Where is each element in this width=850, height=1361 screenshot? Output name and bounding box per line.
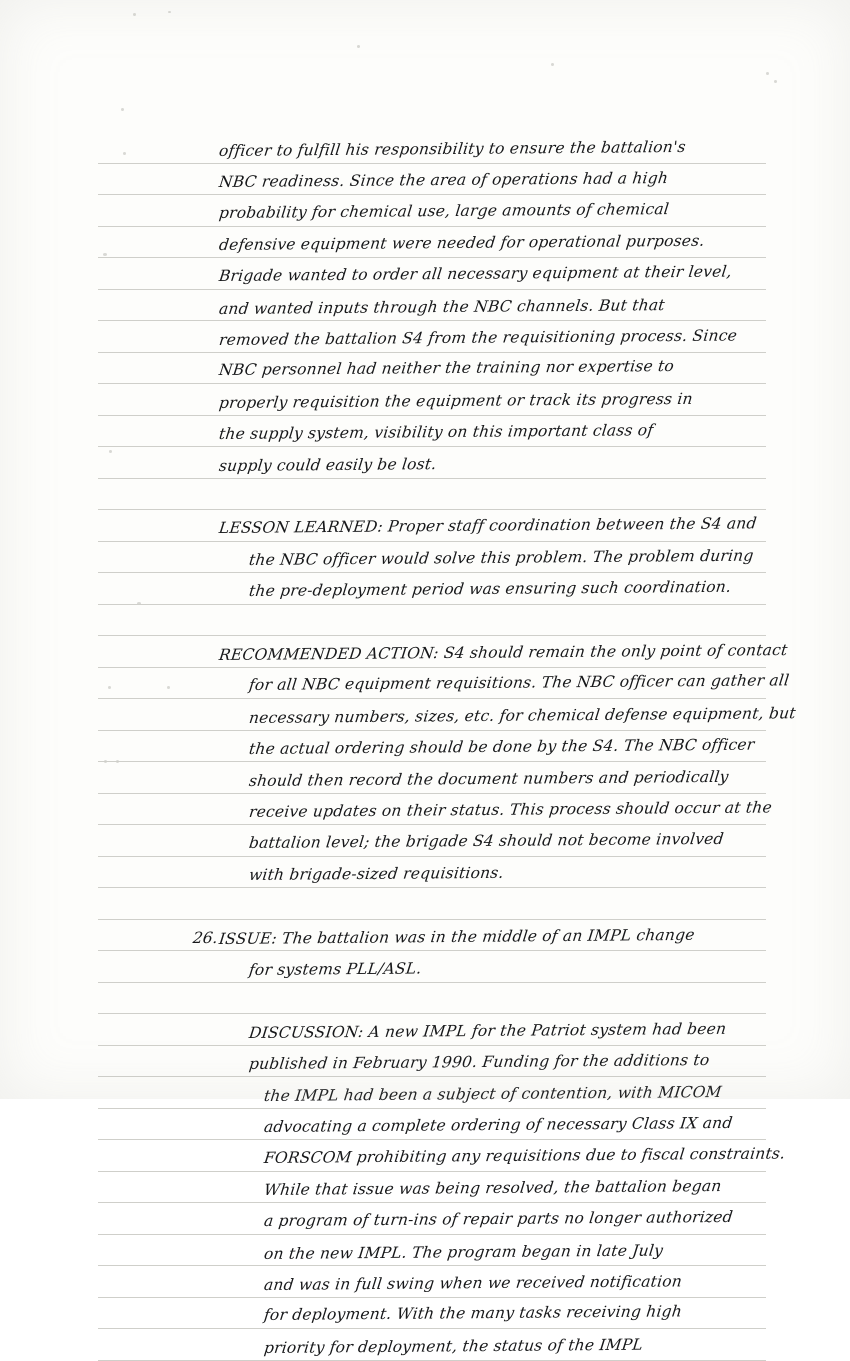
handwritten-line — [98, 668, 791, 700]
handwritten-line — [98, 1298, 766, 1330]
handwritten-line — [98, 1014, 766, 1046]
handwritten-line — [98, 762, 766, 794]
handwritten-line — [98, 920, 766, 952]
handwritten-line — [98, 258, 766, 290]
line-text: supply could easily be lost. — [218, 455, 438, 476]
ruled-line-blank — [98, 605, 766, 637]
line-text: the IMPL had been a subject of contention, with MICOM — [263, 1083, 723, 1106]
scan-speckle — [168, 11, 171, 13]
handwritten-line — [98, 542, 766, 574]
line-text: FORSCOM prohibiting any requisitions due to fiscal constraints. — [263, 1144, 787, 1167]
handwritten-line — [98, 510, 766, 542]
line-text: published in February 1990. Funding for the additions to — [248, 1050, 711, 1073]
handwritten-line — [98, 1266, 766, 1298]
scan-speckle — [357, 45, 360, 48]
line-text: DISCUSSION: A new IMPL for the Patriot system had been — [248, 1019, 728, 1042]
line-text: necessary numbers, sizes, etc. for chemical defense equipment, but — [248, 704, 797, 727]
scan-speckle — [766, 72, 769, 75]
handwritten-line — [98, 1046, 766, 1078]
handwritten-line — [98, 1077, 766, 1109]
line-text: ISSUE: The battalion was in the middle of an IMPL change — [218, 925, 696, 948]
handwritten-line — [98, 1109, 766, 1141]
line-text: a program of turn-ins of repair parts no longer authorized — [263, 1208, 734, 1231]
line-text: the supply system, visibility on this important class of — [218, 420, 655, 443]
scan-speckle — [774, 80, 777, 83]
line-text: Brigade wanted to order all necessary equipment at their level, — [218, 262, 733, 286]
line-text: on the new IMPL. The program began in late July — [263, 1241, 665, 1263]
handwritten-line — [98, 353, 766, 385]
handwritten-line — [98, 384, 766, 416]
handwritten-line — [98, 1203, 766, 1235]
line-text: for deployment. With the many tasks receiving high — [263, 1302, 684, 1325]
line-text: should then record the document numbers and periodically — [248, 768, 730, 791]
handwritten-line — [98, 573, 766, 605]
line-text: advocating a complete ordering of necessary Class IX and — [263, 1113, 734, 1136]
line-text: While that issue was being resolved, the battalion began — [263, 1177, 723, 1200]
line-text: priority for deployment, the status of the IMPL — [263, 1335, 645, 1357]
line-text: properly requisition the equipment or track its progress in — [218, 389, 694, 412]
handwritten-line — [98, 1140, 787, 1172]
handwritten-line — [98, 1172, 766, 1204]
ruled-line-blank — [98, 983, 766, 1015]
handwritten-line — [98, 195, 766, 227]
scan-speckle — [551, 63, 554, 66]
line-text: NBC readiness. Since the area of operations had a high — [218, 169, 670, 191]
line-text: officer to fulfill his responsibility to ensure the battalion's — [218, 138, 687, 161]
handwritten-line — [98, 290, 766, 322]
line-text: receive updates on their status. This process should occur at the — [248, 798, 773, 821]
handwritten-line — [98, 416, 766, 448]
line-text: the pre-deployment period was ensuring such coordination. — [248, 577, 733, 601]
scan-speckle — [133, 13, 136, 16]
line-text: for all NBC equipment requisitions. The NBC officer can gather all — [248, 671, 791, 695]
handwritten-line — [98, 321, 766, 353]
line-text: with brigade-sized requisitions. — [248, 864, 505, 885]
handwritten-line — [98, 794, 773, 826]
line-text: and wanted inputs through the NBC channels. But that — [218, 295, 666, 318]
line-text: probability for chemical use, large amounts of chemical — [218, 199, 671, 222]
handwritten-line — [98, 825, 766, 857]
handwritten-body — [98, 132, 797, 1357]
line-text: defensive equipment were needed for operational purposes. — [218, 232, 706, 255]
handwritten-line — [98, 164, 766, 196]
line-text: the actual ordering should be done by the S4. The NBC officer — [248, 735, 756, 758]
line-text: RECOMMENDED ACTION: S4 should remain the only point of contact — [218, 640, 789, 664]
handwritten-line — [98, 1235, 766, 1267]
paragraph-number: 26. — [191, 929, 219, 947]
handwritten-line — [98, 132, 766, 164]
scan-speckle — [121, 108, 124, 111]
line-text: for systems PLL/ASL. — [248, 958, 423, 979]
line-text: NBC personnel had neither the training nor expertise to — [218, 357, 676, 380]
line-text: LESSON LEARNED: Proper staff coordination between the S4 and — [218, 514, 758, 537]
ruled-line-blank — [98, 888, 766, 920]
line-text: battalion level; the brigade S4 should not become involved — [248, 829, 725, 852]
line-text: the NBC officer would solve this problem. The problem during — [248, 547, 755, 570]
handwritten-line — [98, 1329, 766, 1361]
handwritten-line — [98, 227, 766, 259]
handwritten-line — [98, 447, 766, 479]
handwritten-line — [98, 636, 789, 668]
handwritten-line — [98, 731, 766, 763]
line-text: and was in full swing when we received notification — [263, 1271, 684, 1294]
handwritten-line — [98, 699, 797, 731]
handwritten-line — [98, 857, 766, 889]
handwritten-line — [98, 951, 766, 983]
line-text: removed the battalion S4 from the requisitioning process. Since — [218, 325, 739, 349]
ruled-line-blank — [98, 479, 766, 511]
